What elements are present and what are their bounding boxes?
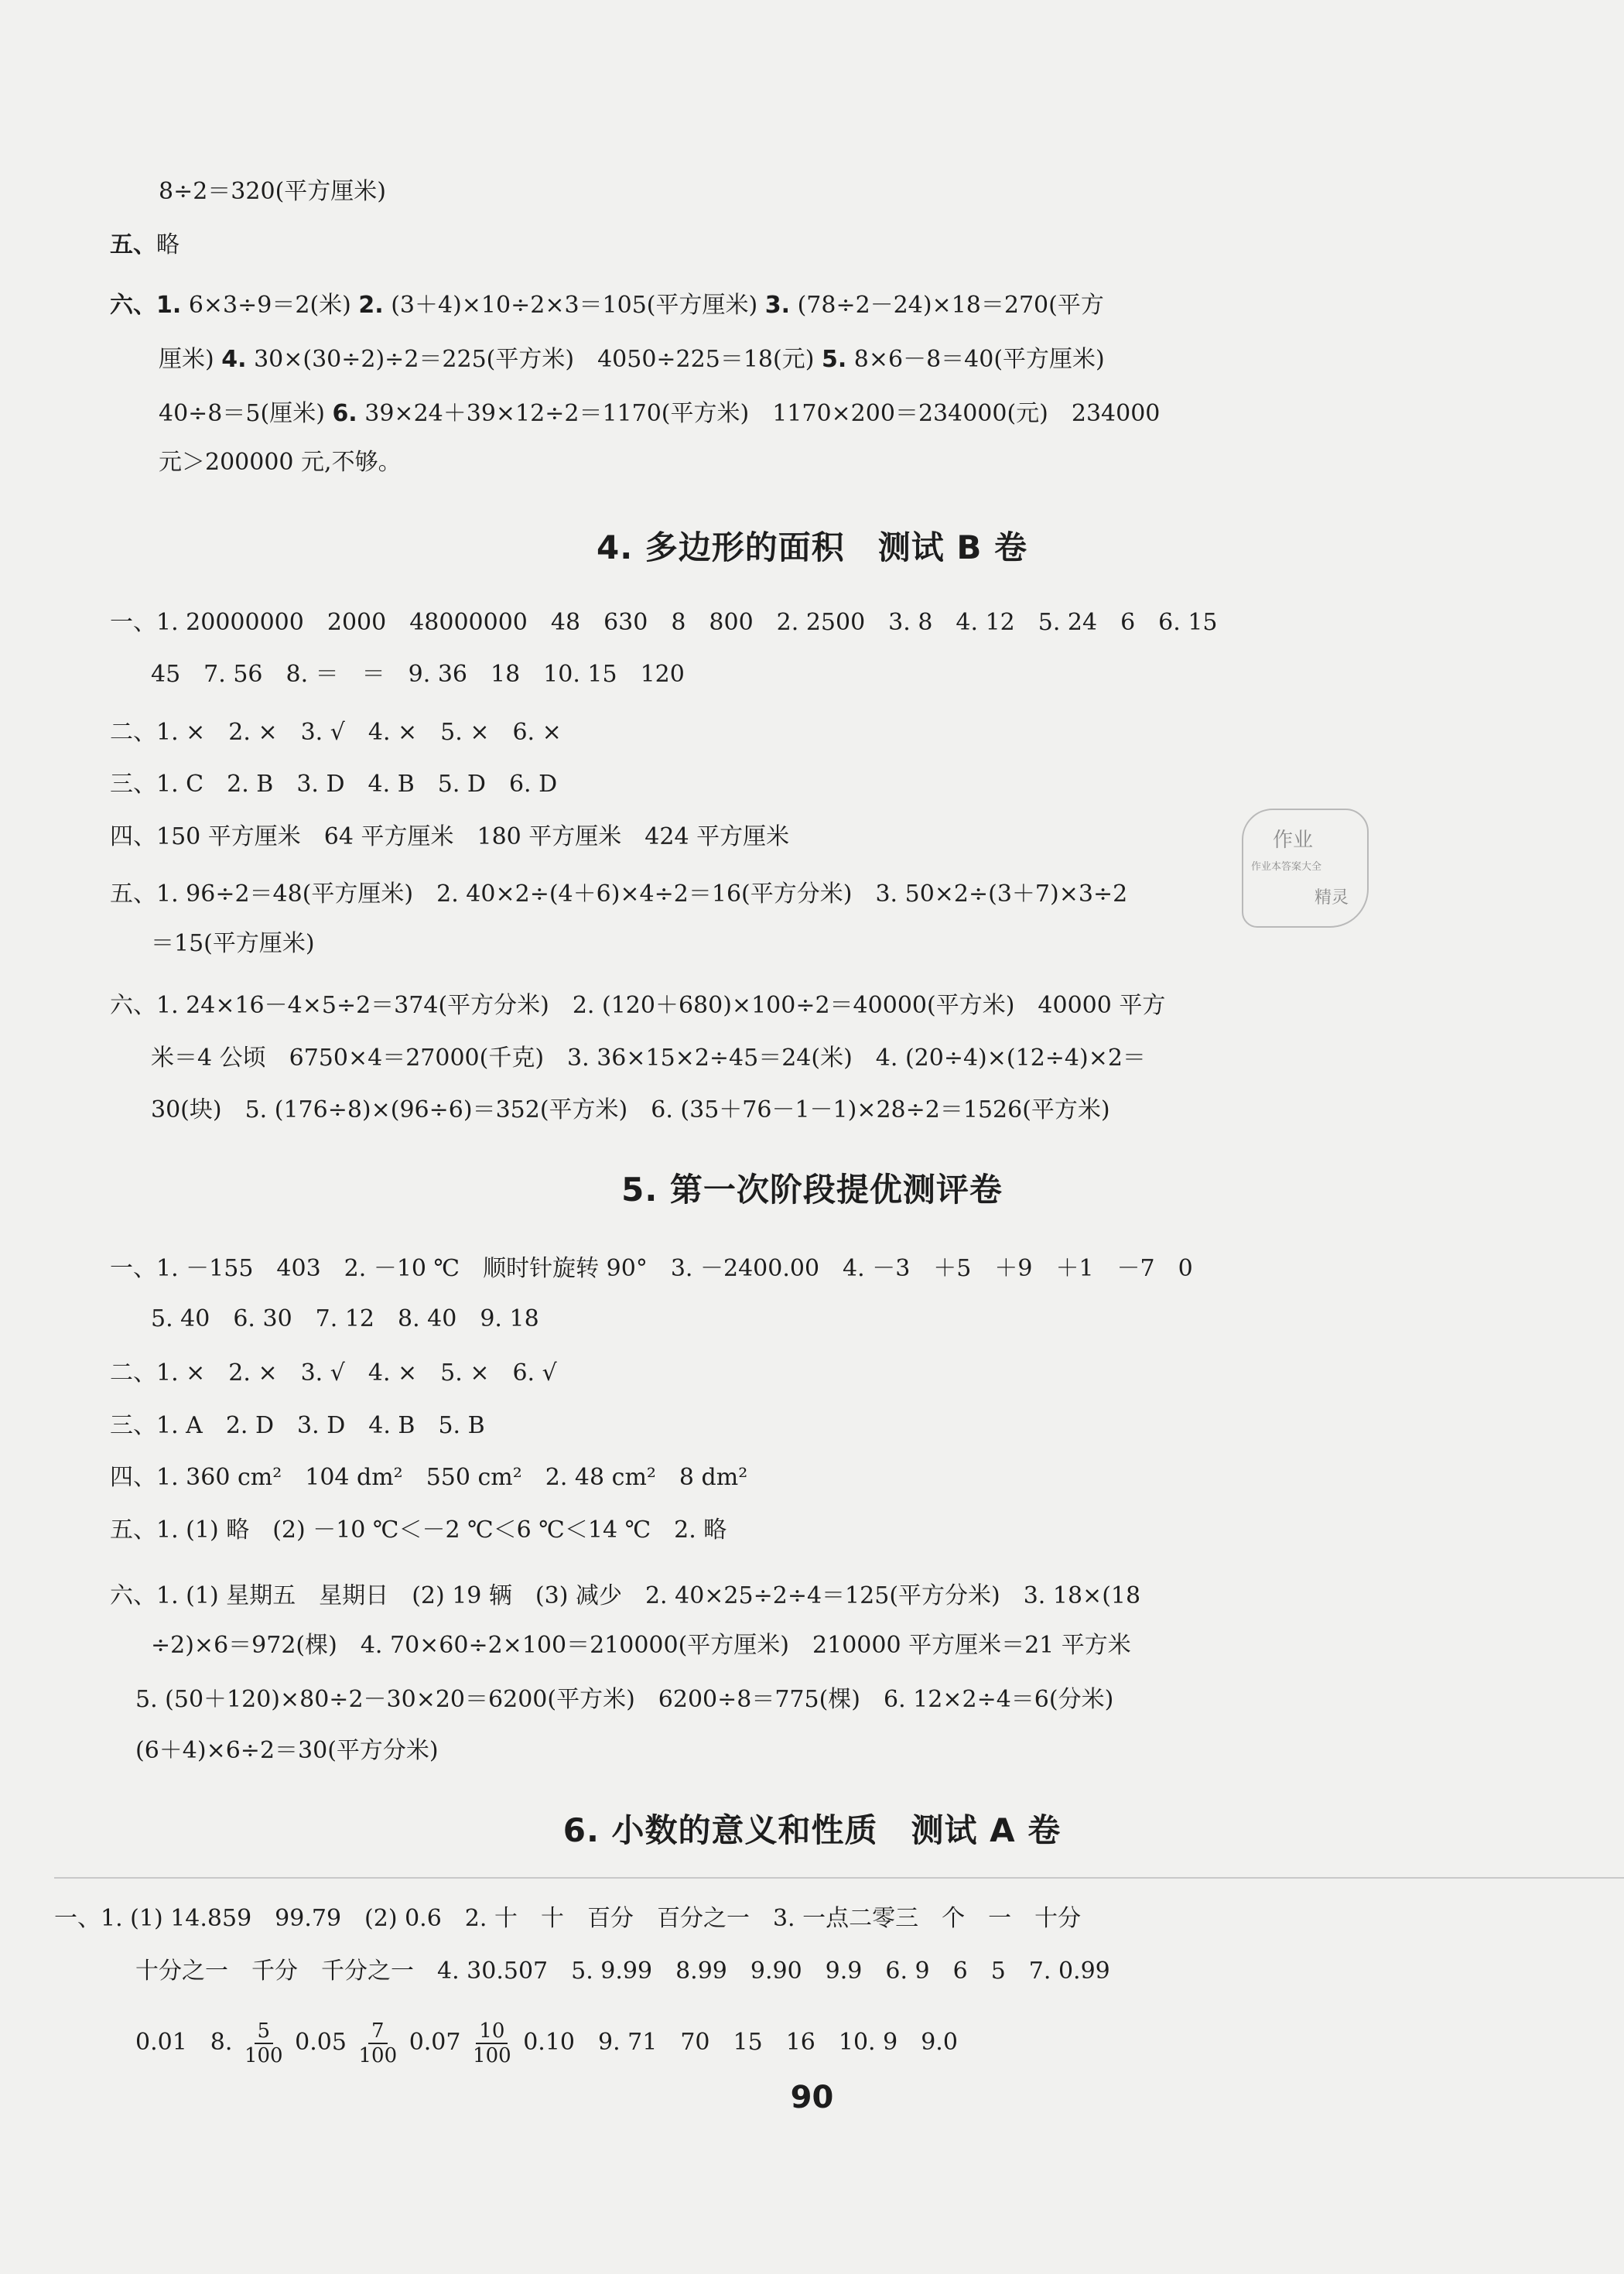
text-line: 元＞200000 元,不够。 [159,449,402,476]
text-line: 45 7. 56 8. ＝ ＝ 9. 36 18 10. 15 120 [151,661,685,688]
divider [54,1877,1624,1879]
text-line: 五、1. 96÷2＝48(平方厘米) 2. 40×2÷(4＋6)×4÷2＝16(平方分米) 3. 50×2÷(3＋7)×3÷2 [110,881,1128,908]
text-line: 8÷2＝320(平方厘米) [159,178,386,205]
page-number: 90 [790,2080,834,2115]
text-line: ÷2)×6＝972(棵) 4. 70×60÷2×100＝210000(平方厘米) 210000 平方厘米＝21 平方米 [151,1632,1131,1659]
section-title: 4. 多边形的面积 测试 B 卷 [596,528,1028,566]
text-line: 厘米) 4. 30×(30÷2)÷2＝225(平方米) 4050÷225＝18(元) 5. 8×6－8＝40(平方厘米) [159,346,1105,373]
text-line: 米＝4 公顷 6750×4＝27000(千克) 3. 36×15×2÷45＝24(米) 4. (20÷4)×(12÷4)×2＝ [151,1045,1146,1072]
text-line: 四、1. 360 cm² 104 dm² 550 cm² 2. 48 cm² 8 dm² [110,1464,748,1491]
text-line: (6＋4)×6÷2＝30(平方分米) [135,1737,439,1764]
text-line: 十分之一 千分 千分之一 4. 30.507 5. 9.99 8.99 9.90 9.9 6. 9 6 5 7. 0.99 [135,1958,1110,1985]
text-line: 30(块) 5. (176÷8)×(96÷6)＝352(平方米) 6. (35＋76－1－1)×28÷2＝1526(平方米) [151,1096,1110,1123]
section-title: 6. 小数的意义和性质 测试 A 卷 [562,1811,1062,1849]
text-line: 0.01 8. $\frac{5}{100}$ 0.05 $\frac{7}{100}$ 0.07 $\frac{10}{100}$ 0.10 9. 71 70 15 16 10. 9 9.0 [135,2019,958,2067]
fraction: $\frac{5}{100}$ [244,2019,283,2067]
text-line: 六、1. 6×3÷9＝2(米) 2. (3＋4)×10÷2×3＝105(平方厘米) 3. (78÷2－24)×18＝270(平方 [110,292,1104,319]
text-line: 40÷8＝5(厘米) 6. 39×24＋39×12÷2＝1170(平方米) 1170×200＝234000(元) 234000 [159,400,1161,427]
text-line: 5. 40 6. 30 7. 12 8. 40 9. 18 [151,1305,539,1332]
text-line: 三、1. A 2. D 3. D 4. B 5. B [110,1412,485,1439]
text-line: 5. (50＋120)×80÷2－30×20＝6200(平方米) 6200÷8＝775(棵) 6. 12×2÷4＝6(分米) [135,1686,1114,1713]
text-line: 四、150 平方厘米 64 平方厘米 180 平方厘米 424 平方厘米 [110,823,790,850]
text-line: 五、1. (1) 略 (2) －10 ℃＜－2 ℃＜6 ℃＜14 ℃ 2. 略 [110,1517,727,1544]
text-line: 一、1. 20000000 2000 48000000 48 630 8 800 2. 2500 3. 8 4. 12 5. 24 6 6. 15 [110,609,1218,636]
text-line: ＝15(平方厘米) [151,930,315,957]
fraction: $\frac{10}{100}$ [473,2019,511,2067]
text-line: 二、1. × 2. × 3. √ 4. × 5. × 6. × [110,719,562,746]
fraction: $\frac{7}{100}$ [358,2019,398,2067]
text-line: 五、略 [110,231,179,258]
text-line: 一、1. －155 403 2. －10 ℃ 顺时针旋转 90° 3. －2400.00 4. －3 ＋5 ＋9 ＋1 －7 0 [110,1255,1193,1282]
text-line: 六、1. (1) 星期五 星期日 (2) 19 辆 (3) 减少 2. 40×25÷2÷4＝125(平方分米) 3. 18×(18 [110,1582,1141,1609]
text-line: 一、1. (1) 14.859 99.79 (2) 0.6 2. 十 十 百分 百分之一 3. 一点二零三 个 一 十分 [54,1905,1082,1932]
text-line: 三、1. C 2. B 3. D 4. B 5. D 6. D [110,771,558,798]
watermark-stamp: 作业 作业本答案大全 精灵 [1242,809,1369,928]
section-title: 5. 第一次阶段提优测评卷 [621,1171,1003,1209]
text-line: 二、1. × 2. × 3. √ 4. × 5. × 6. √ [110,1359,557,1387]
text-line: 六、1. 24×16－4×5÷2＝374(平方分米) 2. (120＋680)×100÷2＝40000(平方米) 40000 平方 [110,992,1166,1019]
